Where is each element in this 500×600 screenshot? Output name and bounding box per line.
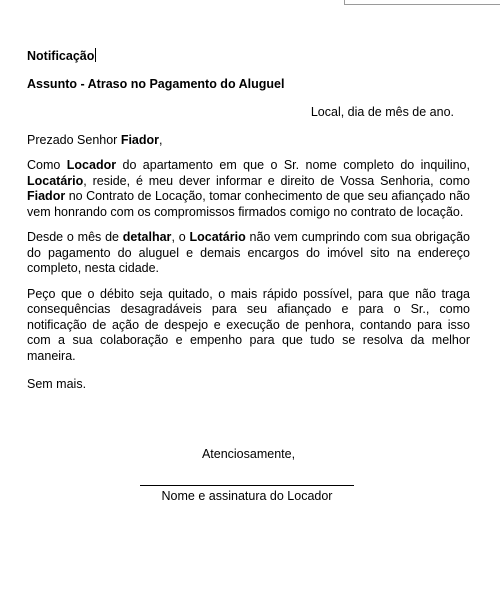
salutation <box>27 132 470 148</box>
p1-bold-1: Locador <box>66 158 117 172</box>
p1-text-1: Como <box>27 158 67 172</box>
p2-bold-1: detalhar <box>122 230 172 244</box>
p1-bold-2: Locatário <box>27 173 84 188</box>
notification-heading-text: Notificação <box>27 49 95 63</box>
window-corner-frame <box>344 0 500 5</box>
p1-bold-3: Fiador <box>27 189 66 203</box>
p1-text-4: no Contrato de Locação, tomar conhecimento de que seu afiançado não vem honrando com os compromissos firmados comigo no contrato de locação. <box>27 189 470 219</box>
paragraph-2 <box>27 230 470 277</box>
p3-text-1: Peço que o débito seja quitado, o mais rápido possível, para que não traga consequências desagradáveis para seu afiançado e para o Sr., como notificação de ação de despejo e execução de penhora, contando para isso com a sua colaboração e empenho para que tudo se resolva da melhor maneira. <box>27 286 470 363</box>
place-date: Local, dia de mês de ano. <box>310 105 454 119</box>
signature-line <box>140 485 354 486</box>
text-cursor <box>95 48 96 62</box>
signature-label: Nome e assinatura do Locador <box>161 489 333 503</box>
salutation-suffix: , <box>159 133 163 147</box>
paragraph-3 <box>27 287 470 365</box>
p2-text-1: Desde o mês de <box>27 230 123 244</box>
subject-heading: Assunto - Atraso no Pagamento do Aluguel <box>27 77 285 91</box>
closing-remark: Sem mais. <box>27 377 87 391</box>
notification-heading <box>27 48 470 64</box>
p2-text-2: , o <box>171 230 190 244</box>
p1-text-3: , reside, é meu dever informar e direito de Vossa Senhoria, como <box>83 173 470 188</box>
p1-text-2: do apartamento em que o Sr. nome completo do inquilino, <box>116 158 470 172</box>
p2-text-3: não vem cumprindo com sua obrigação do pagamento do aluguel e demais encargos do imóvel sito na endereço completo, nesta cidade. <box>27 230 471 275</box>
letter-body[interactable] <box>27 48 471 503</box>
paragraph-1 <box>27 158 470 220</box>
salutation-prefix: Prezado Senhor <box>27 133 121 147</box>
regards: Atenciosamente, <box>201 447 296 461</box>
salutation-name: Fiador <box>120 133 160 147</box>
p2-bold-2: Locatário <box>189 230 246 244</box>
